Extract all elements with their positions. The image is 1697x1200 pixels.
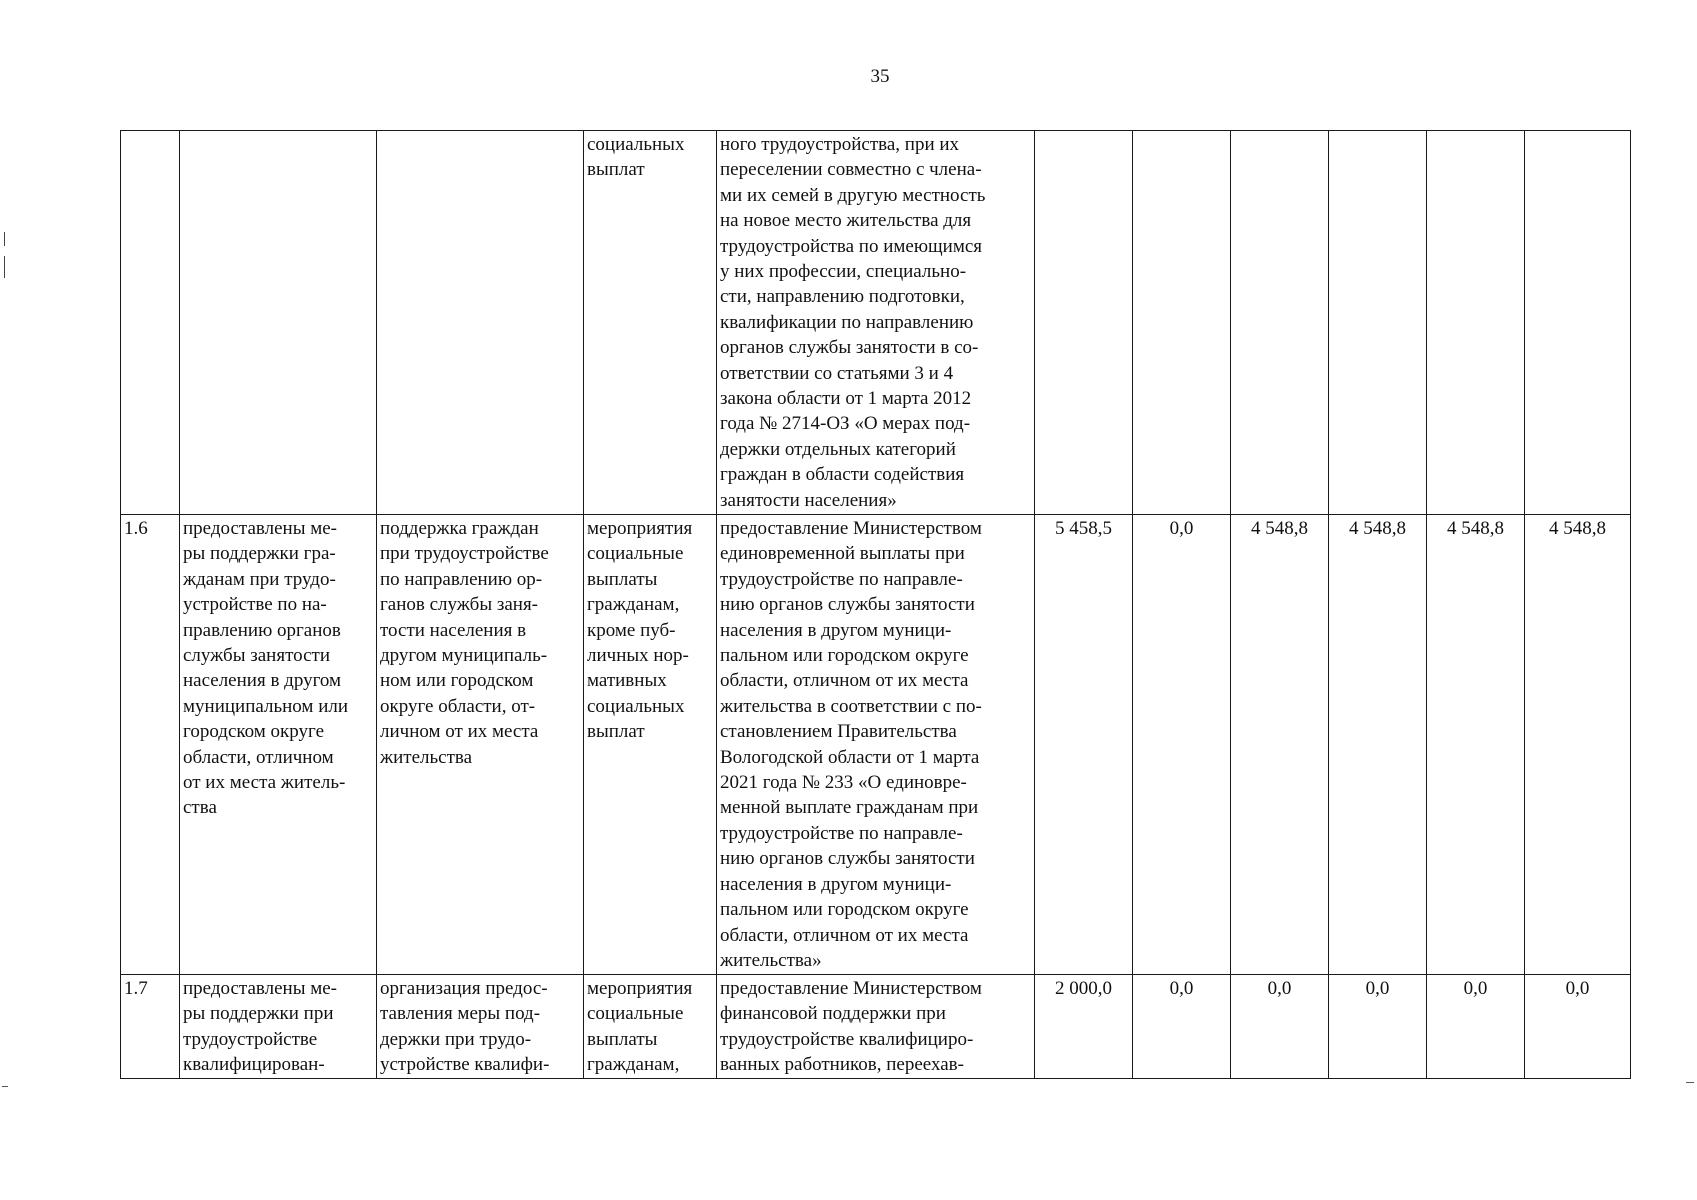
scan-mark: [4, 256, 5, 278]
measure-cell: организация предос- тавления меры под- держки при трудо- устройстве квалифи-: [377, 975, 584, 1079]
scan-mark: [1686, 1082, 1694, 1083]
result-cell: предоставлены ме- ры поддержки гра- жданам при трудо- устройстве по на- правлению органов службы занятости населения в другом муниципальном или городском округе области, отличном от их места житель- ства: [180, 515, 377, 975]
value-cell: 0,0: [1133, 975, 1231, 1079]
value-cell: [1427, 131, 1525, 515]
value-cell: 0,0: [1231, 975, 1329, 1079]
type-cell: социальных выплат: [584, 131, 717, 515]
table-row: [121, 515, 1631, 975]
row-number-cell: 1.7: [121, 975, 180, 1079]
value-cell: 4 548,8: [1231, 515, 1329, 975]
measure-cell: поддержка граждан при трудоустройстве по направлению ор- ганов службы заня- тости населения в другом муниципаль- ном или городском округе области, от- личном от их места жительства: [377, 515, 584, 975]
description-cell: ного трудоустройства, при их переселении совместно с члена- ми их семей в другую местность на новое место жительства для трудоустройства по имеющимся у них профессии, специально- сти, направлению подготовки, квалификации по направлению органов службы занятости в со- ответствии со статьями 3 и 4 закона области от 1 марта 2012 года № 2714-ОЗ «О мерах под- держки отдельных категорий граждан в области содействия занятости населения»: [717, 131, 1035, 515]
result-cell: предоставлены ме- ры поддержки при трудоустройстве квалифицирован-: [180, 975, 377, 1079]
value-cell: 0,0: [1329, 975, 1427, 1079]
type-cell: мероприятия социальные выплаты гражданам, кроме пуб- личных нор- мативных социальных выплат: [584, 515, 717, 975]
row-number-cell: 1.6: [121, 515, 180, 975]
value-cell: [1525, 131, 1631, 515]
value-cell: 4 548,8: [1427, 515, 1525, 975]
value-cell: 4 548,8: [1329, 515, 1427, 975]
value-cell: 4 548,8: [1525, 515, 1631, 975]
measure-cell: [377, 131, 584, 515]
scan-mark: [4, 232, 5, 246]
result-cell: [180, 131, 377, 515]
value-cell: 2 000,0: [1035, 975, 1133, 1079]
value-cell: [1133, 131, 1231, 515]
description-cell: предоставление Министерством единовременной выплаты при трудоустройстве по направле- нию органов службы занятости населения в другом муници- пальном или городском округе области, отличном от их места жительства в соответствии с по- становлением Правительства Вологодской области от 1 марта 2021 года № 233 «О единовре- менной выплате гражданам при трудоустройстве по направле- нию органов службы занятости населения в другом муници- пальном или городском округе области, отличном от их места жительства»: [717, 515, 1035, 975]
value-cell: 0,0: [1133, 515, 1231, 975]
description-cell: предоставление Министерством финансовой поддержки при трудоустройстве квалифициро- ванных работников, переехав-: [717, 975, 1035, 1079]
value-cell: [1231, 131, 1329, 515]
page-number: 35: [870, 66, 890, 87]
scan-mark: [2, 1086, 8, 1087]
table-row: [121, 131, 1631, 515]
type-cell: мероприятия социальные выплаты гражданам,: [584, 975, 717, 1079]
table-row: [121, 975, 1631, 1079]
value-cell: 0,0: [1427, 975, 1525, 1079]
value-cell: 5 458,5: [1035, 515, 1133, 975]
budget-measures-table: [120, 130, 1631, 1079]
row-number-cell: [121, 131, 180, 515]
value-cell: [1329, 131, 1427, 515]
value-cell: 0,0: [1525, 975, 1631, 1079]
value-cell: [1035, 131, 1133, 515]
